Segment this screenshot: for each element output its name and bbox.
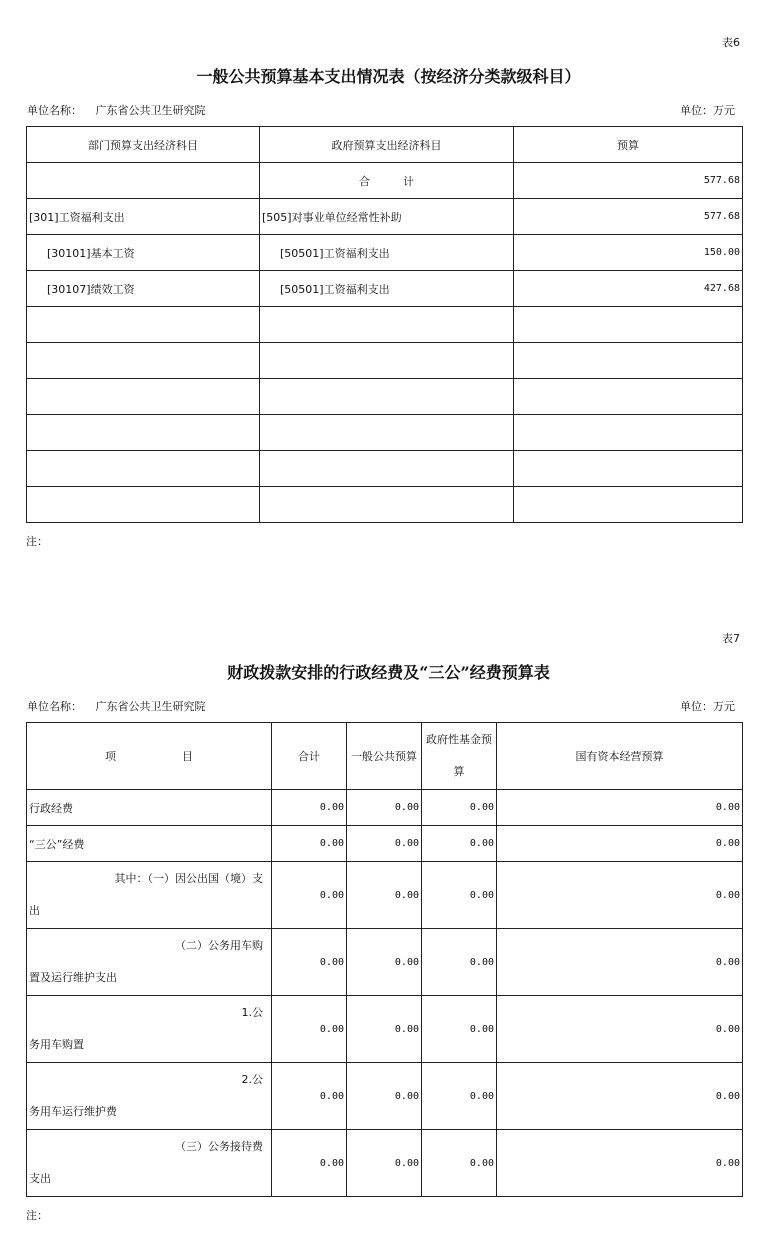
- value-total: 0.00: [272, 862, 347, 929]
- table-row: [27, 1063, 743, 1130]
- empty-row: [27, 379, 743, 415]
- row-label: [27, 1130, 272, 1197]
- value-state: 0.00: [497, 929, 743, 996]
- empty-cell: [27, 343, 260, 379]
- empty-cell: [260, 415, 514, 451]
- value-fund: 0.00: [422, 1063, 497, 1130]
- dept-item: [30107]绩效工资: [27, 271, 260, 307]
- value-general: 0.00: [347, 929, 422, 996]
- empty-cell: [514, 451, 743, 487]
- value-state: 0.00: [497, 826, 743, 862]
- empty-cell: [260, 307, 514, 343]
- empty-cell: [260, 487, 514, 523]
- table7-note: 注：: [26, 1209, 48, 1222]
- empty-cell: [27, 451, 260, 487]
- total-value: 577.68: [514, 163, 743, 199]
- header-dept-item: 部门预算支出经济科目: [27, 127, 260, 163]
- row-label-line1: 1.公: [241, 1006, 263, 1019]
- table6-title: 一般公共预算基本支出情况表（按经济分类款级科目）: [196, 67, 581, 86]
- table6-header-row: [27, 127, 743, 163]
- value-total: 0.00: [272, 790, 347, 826]
- budget-value: 577.68: [514, 199, 743, 235]
- value-fund: 0.00: [422, 929, 497, 996]
- table-row: [27, 235, 743, 271]
- empty-cell: [27, 379, 260, 415]
- value-fund: 0.00: [422, 826, 497, 862]
- row-label-line2: 支出: [29, 1172, 51, 1185]
- value-state: 0.00: [497, 1130, 743, 1197]
- header-state-capital: 国有资本经营预算: [497, 723, 743, 790]
- value-total: 0.00: [272, 826, 347, 862]
- row-label: [27, 996, 272, 1063]
- header-item: 项 目: [27, 723, 272, 790]
- row-label-line1: 2.公: [241, 1073, 263, 1086]
- header-fund-budget: [422, 723, 497, 790]
- table6-unit-name: [27, 102, 206, 118]
- dept-item: [30101]基本工资: [27, 235, 260, 271]
- row-label: 行政经费: [27, 790, 272, 826]
- table-row: [27, 790, 743, 826]
- value-fund: 0.00: [422, 790, 497, 826]
- total-label: 合 计: [260, 163, 514, 199]
- header-budget: 预算: [514, 127, 743, 163]
- table-row: [27, 996, 743, 1063]
- table7-unit: 单位：万元: [680, 700, 735, 713]
- gov-item: [50501]工资福利支出: [260, 271, 514, 307]
- row-label-line1: （三）公务接待费: [175, 1140, 263, 1153]
- empty-cell: [514, 487, 743, 523]
- table-row: [27, 1130, 743, 1197]
- row-label-line1: （二）公务用车购: [175, 939, 263, 952]
- value-general: 0.00: [347, 1130, 422, 1197]
- unit-name-label: 单位名称：: [27, 700, 82, 713]
- empty-cell: [260, 379, 514, 415]
- table-row: [27, 826, 743, 862]
- value-state: 0.00: [497, 1063, 743, 1130]
- empty-cell: [514, 343, 743, 379]
- total-empty-cell: [27, 163, 260, 199]
- budget-value: 150.00: [514, 235, 743, 271]
- table6: [26, 126, 743, 523]
- empty-cell: [514, 379, 743, 415]
- empty-cell: [27, 415, 260, 451]
- table7: [26, 722, 743, 1197]
- value-total: 0.00: [272, 929, 347, 996]
- table7-number: 表7: [722, 632, 740, 645]
- dept-item: [301]工资福利支出: [27, 199, 260, 235]
- value-general: 0.00: [347, 862, 422, 929]
- value-total: 0.00: [272, 1063, 347, 1130]
- table6-unit: 单位：万元: [680, 104, 735, 117]
- row-label: [27, 929, 272, 996]
- header-fund-line2: 算: [453, 765, 465, 778]
- empty-row: [27, 487, 743, 523]
- header-total: 合计: [272, 723, 347, 790]
- empty-row: [27, 307, 743, 343]
- value-total: 0.00: [272, 1130, 347, 1197]
- value-fund: 0.00: [422, 862, 497, 929]
- header-general-budget: 一般公共预算: [347, 723, 422, 790]
- unit-name-value: 广东省公共卫生研究院: [95, 700, 206, 713]
- empty-cell: [260, 451, 514, 487]
- value-fund: 0.00: [422, 1130, 497, 1197]
- table-row: [27, 929, 743, 996]
- table7-unit-name: [27, 698, 206, 714]
- row-label-line1: 其中：（一）因公出国（境）支: [114, 872, 263, 885]
- table-row: [27, 199, 743, 235]
- row-label: “三公”经费: [27, 826, 272, 862]
- empty-row: [27, 415, 743, 451]
- empty-cell: [514, 307, 743, 343]
- gov-item: [505]对事业单位经常性补助: [260, 199, 514, 235]
- value-state: 0.00: [497, 790, 743, 826]
- empty-cell: [514, 415, 743, 451]
- budget-value: 427.68: [514, 271, 743, 307]
- empty-row: [27, 343, 743, 379]
- table6-total-row: [27, 163, 743, 199]
- value-general: 0.00: [347, 790, 422, 826]
- empty-cell: [27, 307, 260, 343]
- header-gov-item: 政府预算支出经济科目: [260, 127, 514, 163]
- value-state: 0.00: [497, 862, 743, 929]
- row-label: [27, 862, 272, 929]
- value-state: 0.00: [497, 996, 743, 1063]
- empty-cell: [260, 343, 514, 379]
- gov-item: [50501]工资福利支出: [260, 235, 514, 271]
- table7-title: 财政拨款安排的行政经费及“三公”经费预算表: [227, 663, 550, 682]
- empty-cell: [27, 487, 260, 523]
- empty-row: [27, 451, 743, 487]
- row-label-line2: 务用车购置: [29, 1038, 84, 1051]
- value-general: 0.00: [347, 996, 422, 1063]
- value-general: 0.00: [347, 826, 422, 862]
- row-label-line2: 置及运行维护支出: [29, 971, 117, 984]
- table-row: [27, 271, 743, 307]
- table6-note: 注：: [26, 535, 48, 548]
- value-total: 0.00: [272, 996, 347, 1063]
- header-fund-line1: 政府性基金预: [426, 733, 492, 746]
- unit-name-value: 广东省公共卫生研究院: [95, 104, 206, 117]
- row-label: [27, 1063, 272, 1130]
- value-general: 0.00: [347, 1063, 422, 1130]
- row-label-line2: 务用车运行维护费: [29, 1105, 117, 1118]
- table7-header-row: [27, 723, 743, 790]
- table6-number: 表6: [722, 36, 740, 49]
- value-fund: 0.00: [422, 996, 497, 1063]
- row-label-line2: 出: [29, 904, 40, 917]
- unit-name-label: 单位名称：: [27, 104, 82, 117]
- table-row: [27, 862, 743, 929]
